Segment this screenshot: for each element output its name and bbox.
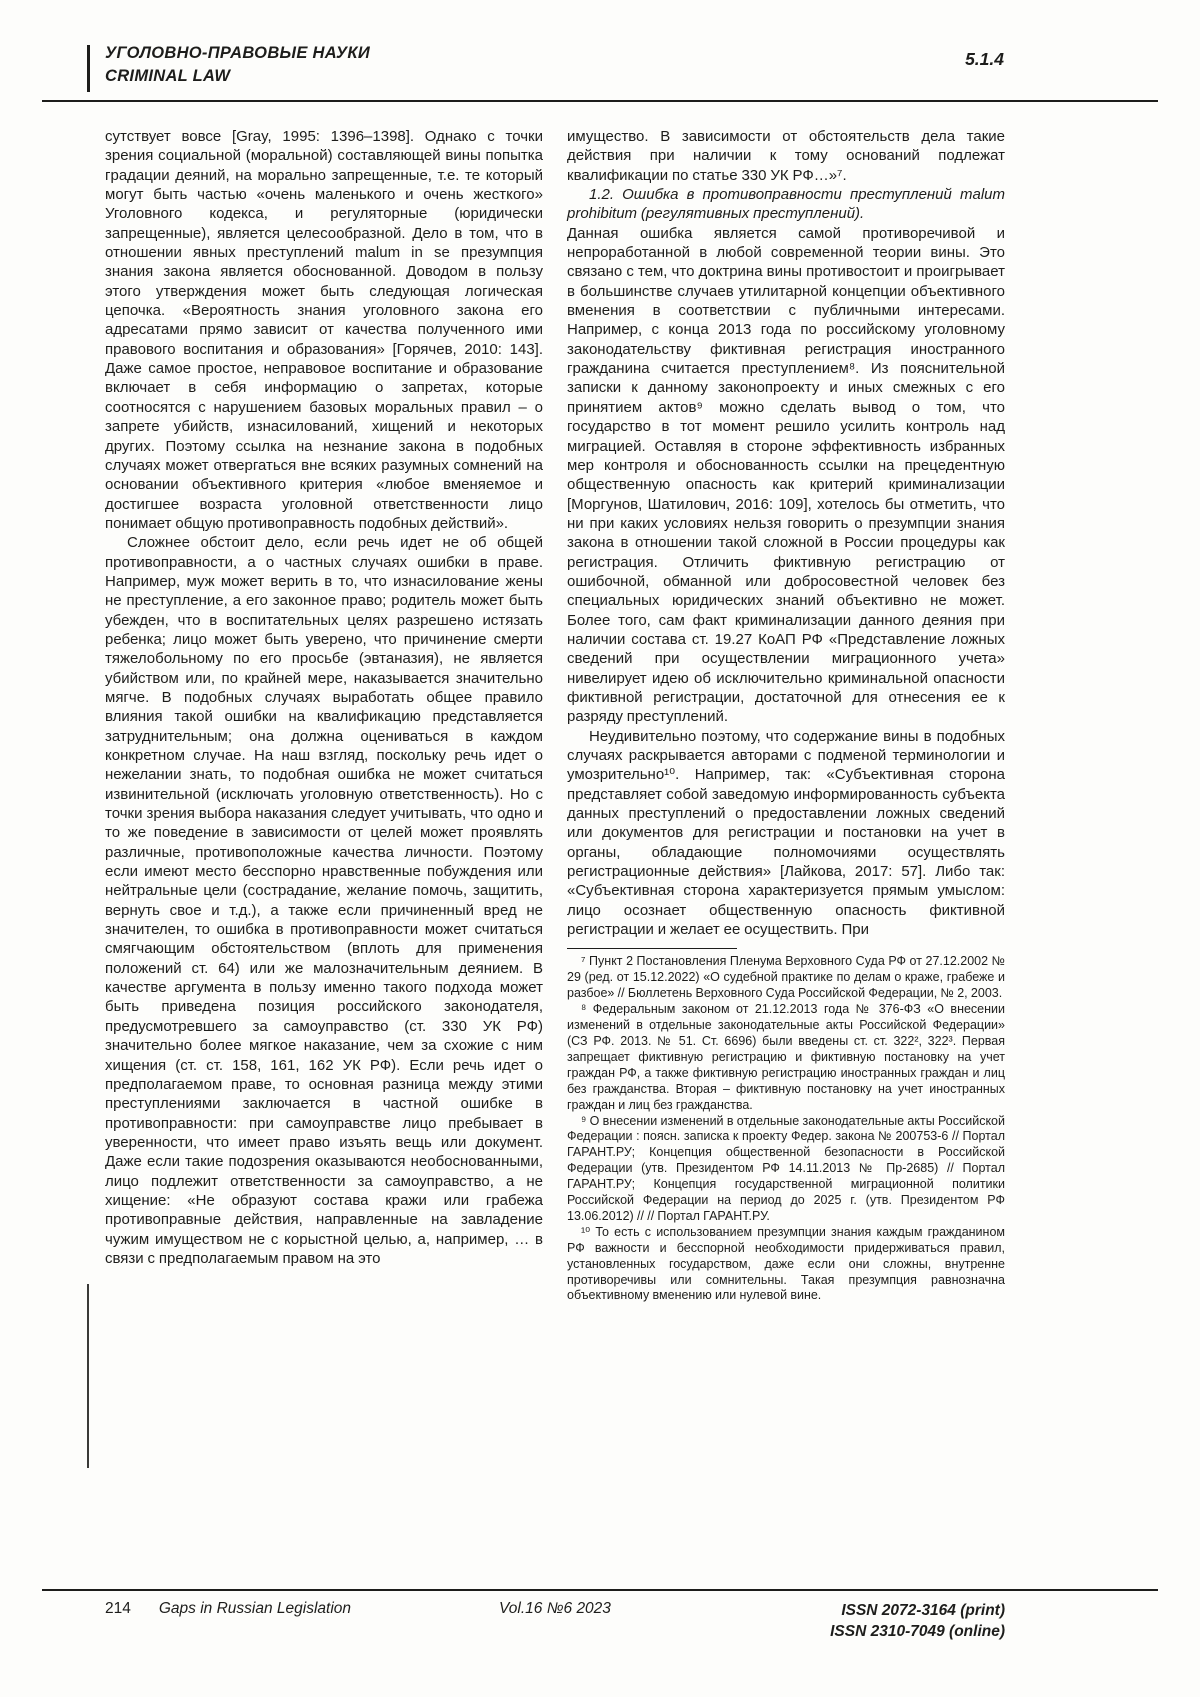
rubric-en: CRIMINAL LAW: [105, 67, 231, 85]
paragraph: Сложнее обстоит дело, если речь идет не об общей противоправности, а о частных случаях ошибки в праве. Например, муж может верить в то, что изнасилование жены не преступление, а его законное право; родитель может быть убежден, что в воспитательных целях разрешено истязать ребенка; лицо может быть уверено, что причинение смерти тяжелобольному по его просьбе (эвтаназия), не является убийством или, по крайней мере, наказывается значительно мягче. В подобных случаях выработать общее правило влияния такой ошибки на квалификацию представляется затруднительным; она должна оцениваться в каждом конкретном случае. На наш взгляд, поскольку речь идет о нежелании знать, то подобная ошибка не может считаться извинительной (исключать уголовную ответственность). Но с точки зрения выбора наказания следует учитывать, что одно и то же поведение в зависимости от целей может проявлять различные, противоположные качества личности. Поэтому если имеют место бесспорно нравственные побуждения или нейтральные цели (сострадание, желание помочь, защитить, вернуть свое и т.д.), а также если причиненный вред не значителен, то ошибка в противоправности может считаться смягчающим обстоятельством (вплоть для применения положений ст. 64) или же малозначительным деянием. В качестве аргумента в пользу именно такого подхода может быть приведена позиция российского законодателя, предусмотревшего за самоуправство (ст. 330 УК РФ) значительно более мягкое наказание, чем за схожие с ним хищения (ст. ст. 158, 161, 162 УК РФ). Если речь идет о предполагаемом праве, то основная разница между этими преступлениями заключается в частной ошибке в противоправности: при самоуправстве лицо пребывает в уверенности, что имеет право изъять вещь или документ. Даже если такие подозрения оказываются необоснованными, лицо подлежит ответственности за самоуправство, а не хищение: «Не образуют состава кражи или грабежа противоправные действия, направленные на завладение чужим имуществом не с корыстной целью, а, например, … в связи с предполагаемым правом на это: [105, 534, 543, 1267]
paragraph: 1.2. Ошибка в противоправности преступлений malum prohibitum (регулятивных преступлений).: [567, 186, 1005, 223]
right-column-text: [567, 127, 1005, 939]
issue-info: Vol.16 №6 2023: [499, 1600, 611, 1617]
issn-block: [675, 1600, 1005, 1642]
page-header: [105, 42, 370, 88]
footnote: ⁷ Пункт 2 Постановления Пленума Верховного Суда РФ от 27.12.2002 № 29 (ред. от 15.12.2022) «О судебной практике по делам о краже, грабеже и разбое» // Бюллетень Верховного Суда Российской Федерации, № 2, 2003.: [567, 954, 1005, 1001]
header-rule: [42, 100, 1158, 102]
footer-left: [105, 1600, 435, 1618]
margin-change-bar: [87, 1284, 89, 1468]
left-column: [105, 127, 543, 1304]
journal-title: Gaps in Russian Legislation: [158, 1600, 352, 1617]
paragraph: Данная ошибка является самой противоречивой и непроработанной в любой современной теории вины. Это связано с тем, что доктрина вины противостоит и проигрывает в большинстве случаев утилитарной концепции объективного вменения в соответствии с публичными интересами. Например, с конца 2013 года по российскому уголовному законодательству фиктивная регистрация иностранного гражданина считается преступлением⁸. Из пояснительной записки к данному законопроекту и иных смежных с его принятием актов⁹ можно сделать вывод о том, что государство в тот момент решило усилить контроль над миграцией. Оставляя в стороне эффективность избранных мер контроля и обоснованность ссылки на прецедентную общественную опасность как критерий криминализации [Моргунов, Шатилович, 2016: 109], хотелось бы отметить, что ни при каких условиях нельзя говорить о презумпции знания закона в отношении такой сложной в России процедуры как регистрация. Отличить фиктивную регистрацию от ошибочной, обманной или добросовестной человек без специальных юридических знаний объективно не может. Более того, сам факт криминализации данного деяния при наличии состава ст. 19.27 КоАП РФ «Представление ложных сведений при осуществлении миграционного учета» нивелирует идею об исключительно криминальной опасности фиктивной регистрации, достаточной для отнесения ее к разряду преступлений.: [567, 224, 1005, 726]
paragraph: имущество. В зависимости от обстоятельств дела такие действия при наличии к тому оснований подлежат квалификации по статье 330 УК РФ…»⁷.: [567, 128, 1005, 184]
paragraph: сутствует вовсе [Gray, 1995: 1396–1398]. Однако с точки зрения социальной (моральной) составляющей вины попытка градации деяний, на морально запрещенные, т.е. те который могут быть частью «очень маленького и очень жесткого» Уголовного кодекса, и регуляторные (юридически запрещенные), является целесообразной. Дело в том, что в отношении явных преступлений malum in se презумпция знания закона является обоснованной. Доводом в пользу этого утверждения может быть следующая логическая цепочка. «Вероятность знания уголовного закона его адресатами прямо зависит от качества полученного ими правового воспитания и образования» [Горячев, 2010: 143]. Даже самое простое, неправовое воспитание и образование включает в себя информацию о запретах, которые соотносятся с нарушением базовых моральных правил – о запрете убийств, изнасилований, хищений и некоторых других. Поэтому ссылка на незнание закона в подобных случаях может отвергаться вне всяких разумных сомнений на основании объективного критерия «любое вменяемое и достигшее возраста уголовной ответственности лицо понимает общую противоправность подобных действий».: [105, 128, 543, 532]
page-footer: [105, 1600, 1005, 1642]
issn-online: ISSN 2310-7049 (online): [830, 1623, 1005, 1640]
page-number: 214: [105, 1600, 131, 1617]
footnote-separator: [567, 948, 737, 949]
footnotes: [567, 948, 1005, 1304]
paragraph: Неудивительно поэтому, что содержание вины в подобных случаях раскрывается авторами с подменой терминологии и умозрительно¹⁰. Например, так: «Субъективная сторона представляет собой заведомую информированность субъекта данных преступлений о предоставлении ложных сведений или документов для регистрации и постановки на учет в органы, обладающие полномочиями осуществлять регистрационные действия» [Лайкова, 2017: 57]. Либо так: «Субъективная сторона характеризуется прямым умыслом: лицо осознает общественную опасность фиктивной регистрации и желает ее осуществить. При: [567, 727, 1005, 939]
footnote-list: [567, 954, 1005, 1304]
issn-print: ISSN 2072-3164 (print): [841, 1602, 1005, 1619]
header-accent-bar: [87, 45, 90, 92]
footer-rule: [42, 1589, 1158, 1591]
footnote: ¹⁰ То есть с использованием презумпции знания каждым гражданином РФ важности и бесспорной необходимости придерживаться правил, установленных государством, даже если они сложны, внутренне противоречивы или сомнительны. Такая презумпция равнозначна объективному вменению или нулевой вине.: [567, 1224, 1005, 1303]
footnote: ⁸ Федеральным законом от 21.12.2013 года № 376-ФЗ «О внесении изменений в отдельные законодательные акты Российской Федерации» (СЗ РФ. 2013. № 51. Ст. 6696) были введены ст. ст. 322², 322³. Первая запрещает фиктивную регистрацию и фиктивную постановку на учет граждан РФ, а также фиктивную регистрацию иностранных граждан и лиц без гражданства. Вторая – фиктивную постановку на учет иностранных граждан и лиц без гражданства.: [567, 1002, 1005, 1112]
specialty-code: 5.1.4: [965, 49, 1004, 69]
rubric-ru: УГОЛОВНО-ПРАВОВЫЕ НАУКИ: [105, 44, 371, 62]
right-column: [567, 127, 1005, 1304]
article-body: [105, 127, 1005, 1304]
footnote: ⁹ О внесении изменений в отдельные законодательные акты Российской Федерации : поясн. записка к проекту Федер. закона № 200753-6 // Портал ГАРАНТ.РУ; Концепция общественной безопасности в Российской Федерации (утв. Президентом РФ 14.11.2013 № Пр-2685) // Портал ГАРАНТ.РУ; Концепция государственной миграционной политики Российской Федерации на период до 2025 г. (утв. Президентом РФ 13.06.2012) // // Портал ГАРАНТ.РУ.: [567, 1113, 1005, 1223]
